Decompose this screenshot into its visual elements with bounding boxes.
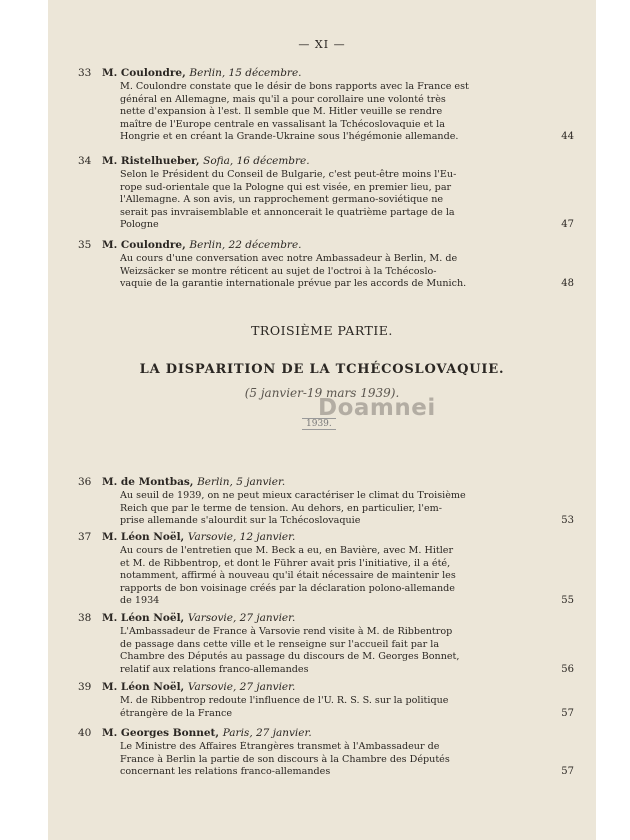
entry-place-date: Sofia, 16 décembre. xyxy=(203,155,310,167)
entry-heading xyxy=(78,239,302,251)
summary-line: rapports de bon voisinage créés par la déclaration polono-allemande xyxy=(120,582,455,594)
summary-line: M. de Ribbentrop redoute l'influence de l'U. R. S. S. sur la politique xyxy=(120,695,449,706)
summary-line: l'Allemagne. A son avis, un rapprochement germano-soviétique ne xyxy=(120,194,444,206)
summary-line: Pologne xyxy=(120,219,159,231)
entry-place-date: Varsovie, 12 janvier. xyxy=(187,531,296,543)
summary-line: Chambre des Députés au passage du discours de M. Georges Bonnet, xyxy=(120,651,460,663)
entry-place-date: Berlin, 5 janvier. xyxy=(197,476,286,488)
watermark-logo: Doamnei xyxy=(318,395,436,421)
entry-place-date: Paris, 27 janvier. xyxy=(222,727,312,739)
entry-page-number: 48 xyxy=(561,278,574,290)
entry-place-date: Berlin, 22 décembre. xyxy=(189,239,302,251)
summary-line: Au seuil de 1939, on ne peut mieux caractériser le climat du Troisième xyxy=(120,490,466,501)
summary-line: Hongrie et en créant la Grande-Ukraine sous l'hégémonie allemande. xyxy=(120,131,459,143)
section-title: LA DISPARITION DE LA TCHÉCOSLOVAQUIE. xyxy=(139,362,505,377)
summary-line: vaquie de la garantie internationale prévue par les accords de Munich. xyxy=(120,278,467,290)
entry-number: 33 xyxy=(78,67,92,79)
summary-line: et M. de Ribbentrop, et dont le Führer avait pris l'initiative, il a été, xyxy=(120,557,451,569)
entry-number: 40 xyxy=(78,727,92,739)
entry-number: 36 xyxy=(78,476,92,488)
entry-number: 37 xyxy=(78,531,92,543)
summary-line: relatif aux relations franco-allemandes xyxy=(120,663,309,675)
summary-line: nette d'expansion à l'est. Il semble que M. Hitler veuille se rendre xyxy=(120,106,443,118)
entry-summary xyxy=(120,741,530,779)
summary-line: rope sud-orientale que la Pologne qui est visée, en premier lieu, par xyxy=(120,181,452,193)
entry-number: 34 xyxy=(78,155,92,167)
entry-page-number: 53 xyxy=(561,515,574,527)
entry-heading xyxy=(78,67,302,79)
summary-line: Le Ministre des Affaires Étrangères transmet à l'Ambassadeur de xyxy=(120,741,440,752)
entry-author: M. Coulondre, xyxy=(102,239,190,251)
entry-summary xyxy=(120,169,530,232)
entry-page-number: 44 xyxy=(561,131,574,143)
summary-line: L'Ambassadeur de France à Varsovie rend visite à M. de Ribbentrop xyxy=(120,626,453,637)
summary-line: prise allemande s'alourdit sur la Tchécoslovaquie xyxy=(120,515,361,527)
summary-line: maître de l'Europe centrale en vassalisant la Tchécoslovaquie et la xyxy=(120,118,445,130)
summary-line: Reich que par le terme de tension. Au dehors, en particulier, l'em- xyxy=(120,502,443,514)
entry-author: M. Léon Noël, xyxy=(102,531,188,543)
entry-place-date: Varsovie, 27 janvier. xyxy=(187,612,296,624)
entry-summary xyxy=(120,545,530,608)
entry-place-date: Berlin, 15 décembre. xyxy=(189,67,302,79)
summary-line: France à Berlin la partie de son discours à la Chambre des Députés xyxy=(120,753,450,765)
entry-heading xyxy=(78,476,285,488)
entry-number: 38 xyxy=(78,612,92,624)
entry-author: M. Georges Bonnet, xyxy=(102,727,223,739)
entry-heading xyxy=(78,155,310,167)
book-page xyxy=(48,0,596,840)
summary-line: de 1934 xyxy=(120,595,160,607)
year-subheading: 1939. xyxy=(302,418,336,430)
summary-line: notamment, affirmé à nouveau qu'il était nécessaire de maintenir les xyxy=(120,570,456,582)
entry-number: 35 xyxy=(78,239,92,251)
entry-author: M. Léon Noël, xyxy=(102,612,188,624)
entry-summary xyxy=(120,695,530,720)
date-range: (5 janvier-19 mars 1939). xyxy=(244,386,400,400)
entry-author: M. Ristelhueber, xyxy=(102,155,204,167)
summary-line: de passage dans cette ville et le renseigne sur l'accueil fait par la xyxy=(120,638,440,650)
entry-author: M. Léon Noël, xyxy=(102,681,188,693)
entry-heading xyxy=(78,681,295,693)
entry-summary xyxy=(120,490,530,528)
summary-line: M. Coulondre constate que le désir de bons rapports avec la France est xyxy=(120,81,469,92)
entry-summary xyxy=(120,81,530,144)
entry-summary xyxy=(120,626,530,676)
entry-page-number: 57 xyxy=(561,707,574,719)
page-number: — XI — xyxy=(298,38,346,51)
entry-summary xyxy=(120,253,530,291)
entry-page-number: 55 xyxy=(561,595,574,607)
summary-line: général en Allemagne, mais qu'il a pour corollaire une volonté très xyxy=(120,93,446,105)
summary-line: étrangère de la France xyxy=(120,707,233,719)
summary-line: concernant les relations franco-allemandes xyxy=(120,766,331,778)
entry-heading xyxy=(78,727,312,739)
summary-line: serait pas invraisemblable et annoncerait le quatrième partage de la xyxy=(120,206,455,218)
part-title: TROISIÈME PARTIE. xyxy=(251,323,393,338)
entry-page-number: 47 xyxy=(561,219,574,231)
entry-author: M. Coulondre, xyxy=(102,67,190,79)
entry-page-number: 57 xyxy=(561,766,574,778)
entry-author: M. de Montbas, xyxy=(102,476,198,488)
entry-heading xyxy=(78,612,295,624)
summary-line: Au cours de l'entretien que M. Beck a eu, en Bavière, avec M. Hitler xyxy=(120,545,454,556)
entry-number: 39 xyxy=(78,681,92,693)
entry-page-number: 56 xyxy=(561,663,574,675)
entry-place-date: Varsovie, 27 janvier. xyxy=(187,681,296,693)
summary-line: Au cours d'une conversation avec notre Ambassadeur à Berlin, M. de xyxy=(120,253,458,264)
entry-heading xyxy=(78,531,295,543)
summary-line: Selon le Président du Conseil de Bulgarie, c'est peut-être moins l'Eu- xyxy=(120,169,457,180)
summary-line: Weizsäcker se montre réticent au sujet de l'octroi à la Tchécoslo- xyxy=(120,265,437,277)
